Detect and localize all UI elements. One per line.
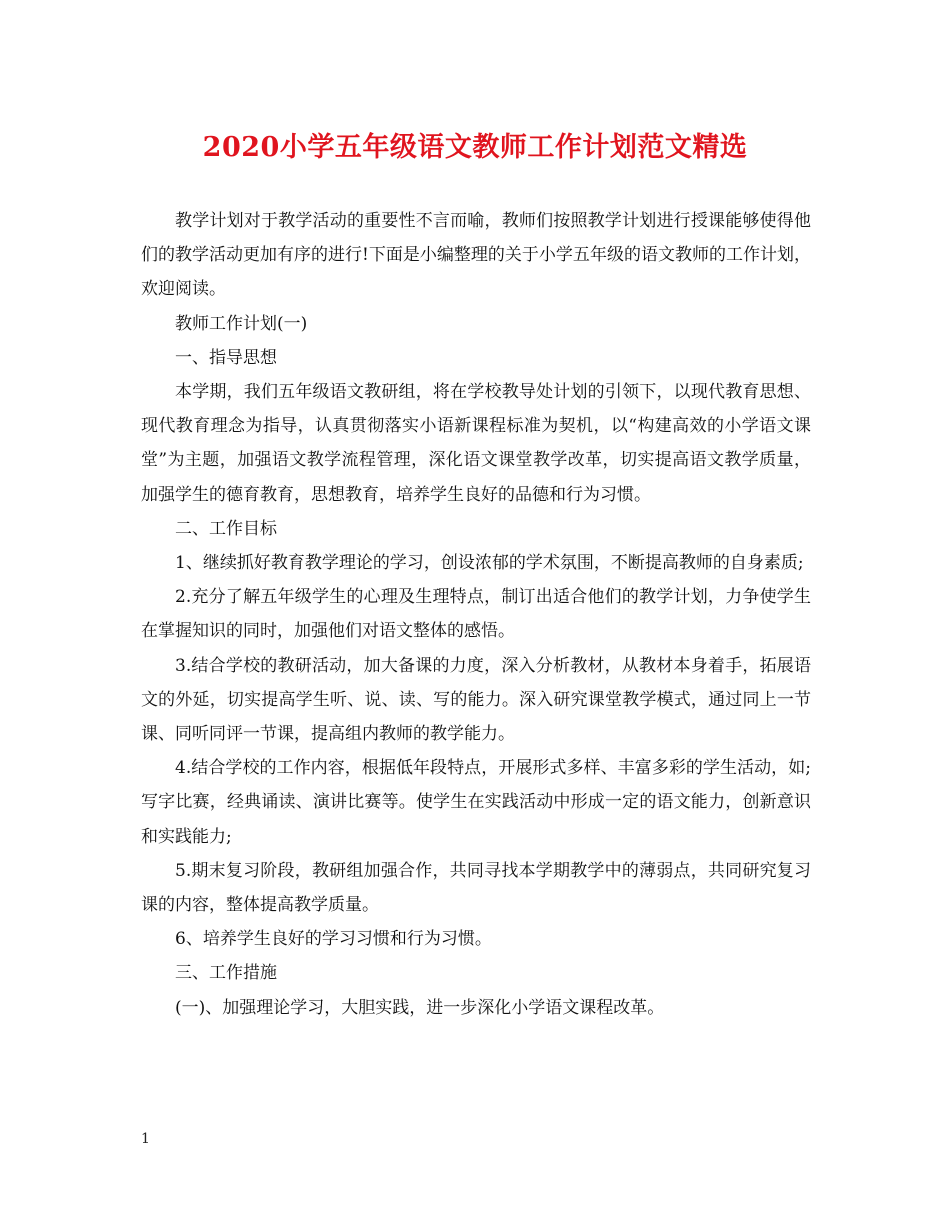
section-heading-work-goals: 二、工作目标 <box>175 518 277 539</box>
section-heading-plan-one: 教师工作计划(一) <box>175 313 308 334</box>
list-item-measure-1: (一)、加强理论学习，大胆实践，进一步深化小学语文课程改革。 <box>175 997 665 1018</box>
page-number: 1 <box>141 1131 150 1147</box>
paragraph-guiding-ideology: 本学期，我们五年级语文教研组，将在学校教导处计划的引领下，以现代教育思想、现代教育理念为指导，认真贯彻落实小语新课程标准为契机，以“构建高效的小学语文课堂”为主题，加强语文教学流程管理，深化语文课堂教学改革，切实提高语文教学质量，加强学生的德育教育，思想教育，培养学生良好的品德和行为习惯。 <box>141 382 811 505</box>
list-item-goal-3: 3.结合学校的教研活动，加大备课的力度，深入分析教材，从教材本身着手，拓展语文的外延，切实提高学生听、说、读、写的能力。深入研究课堂教学模式，通过同上一节课、同听同评一节课，提高组内教师的教学能力。 <box>141 655 811 745</box>
list-item-goal-2: 2.充分了解五年级学生的心理及生理特点，制订出适合他们的教学计划，力争使学生在掌握知识的同时，加强他们对语文整体的感悟。 <box>141 587 811 642</box>
document-title: 2020小学五年级语文教师工作计划范文精选 <box>202 132 748 163</box>
list-item-goal-1: 1、继续抓好教育教学理论的学习，创设浓郁的学术氛围，不断提高教师的自身素质; <box>175 553 804 574</box>
section-heading-guiding-ideology: 一、指导思想 <box>175 347 277 368</box>
paragraph-intro: 教学计划对于教学活动的重要性不言而喻，教师们按照教学计划进行授课能够使得他们的教学活动更加有序的进行!下面是小编整理的关于小学五年级的语文教师的工作计划，欢迎阅读。 <box>141 211 811 300</box>
section-heading-work-measures: 三、工作措施 <box>175 963 277 984</box>
list-item-goal-6: 6、培养学生良好的学习习惯和行为习惯。 <box>175 929 492 950</box>
list-item-goal-4: 4.结合学校的工作内容，根据低年段特点，开展形式多样、丰富多彩的学生活动，如;写字比赛，经典诵读、演讲比赛等。使学生在实践活动中形成一定的语文能力，创新意识和实践能力; <box>141 758 811 847</box>
list-item-goal-5: 5.期末复习阶段，教研组加强合作，共同寻找本学期教学中的薄弱点，共同研究复习课的内容，整体提高教学质量。 <box>141 860 811 916</box>
document-body <box>141 204 811 1025</box>
